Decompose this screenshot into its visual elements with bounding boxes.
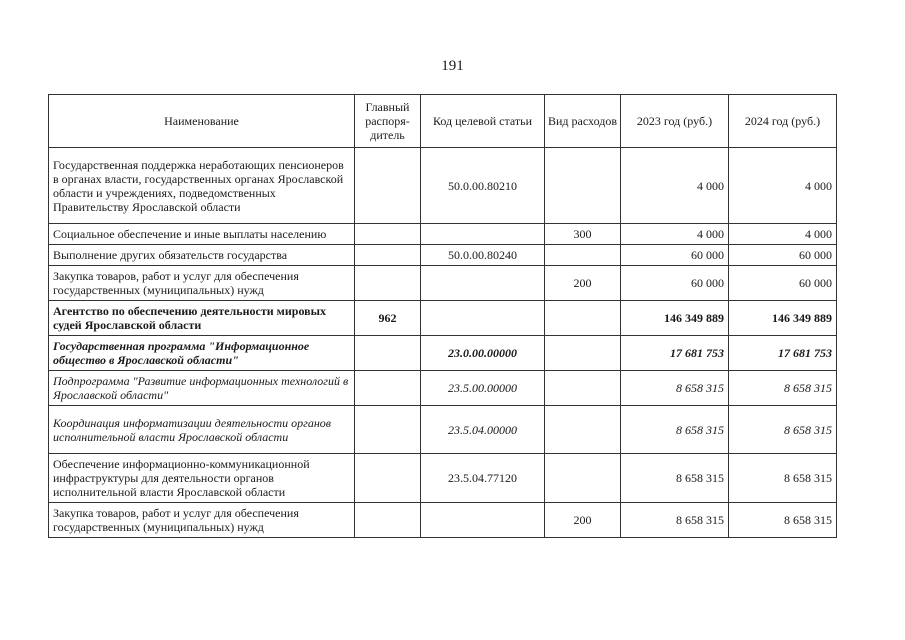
row-code: 23.5.04.77120 — [421, 454, 545, 503]
row-disposer: 962 — [355, 301, 421, 336]
row-code: 23.5.04.00000 — [421, 406, 545, 454]
row-name: Выполнение других обязательств государства — [49, 245, 355, 266]
row-amount-2024: 60 000 — [729, 266, 837, 301]
row-amount-2023: 8 658 315 — [621, 503, 729, 538]
row-amount-2023: 8 658 315 — [621, 371, 729, 406]
row-disposer — [355, 454, 421, 503]
row-amount-2024: 17 681 753 — [729, 336, 837, 371]
row-kind — [545, 245, 621, 266]
row-amount-2023: 60 000 — [621, 245, 729, 266]
table-row — [49, 224, 837, 245]
header-2023: 2023 год (руб.) — [621, 95, 729, 148]
table-row — [49, 371, 837, 406]
table-row — [49, 266, 837, 301]
row-amount-2023: 8 658 315 — [621, 454, 729, 503]
row-amount-2024: 8 658 315 — [729, 454, 837, 503]
row-amount-2023: 8 658 315 — [621, 406, 729, 454]
row-kind — [545, 336, 621, 371]
row-disposer — [355, 371, 421, 406]
row-amount-2024: 60 000 — [729, 245, 837, 266]
row-amount-2024: 4 000 — [729, 224, 837, 245]
table-row — [49, 245, 837, 266]
row-kind — [545, 371, 621, 406]
table-header — [49, 95, 837, 148]
row-name: Социальное обеспечение и иные выплаты населению — [49, 224, 355, 245]
row-amount-2023: 4 000 — [621, 224, 729, 245]
row-code — [421, 301, 545, 336]
row-amount-2024: 4 000 — [729, 148, 837, 224]
row-amount-2024: 8 658 315 — [729, 503, 837, 538]
row-disposer — [355, 503, 421, 538]
row-code — [421, 224, 545, 245]
row-kind — [545, 148, 621, 224]
row-disposer — [355, 148, 421, 224]
table-row — [49, 336, 837, 371]
table-body — [49, 148, 837, 538]
row-kind: 200 — [545, 503, 621, 538]
row-amount-2023: 4 000 — [621, 148, 729, 224]
budget-table — [48, 94, 837, 538]
row-amount-2024: 8 658 315 — [729, 371, 837, 406]
row-code: 50.0.00.80210 — [421, 148, 545, 224]
row-name: Координация информатизации деятельности органов исполнительной власти Ярославской области — [49, 406, 355, 454]
header-row — [49, 95, 837, 148]
row-disposer — [355, 266, 421, 301]
table-row — [49, 454, 837, 503]
row-kind — [545, 454, 621, 503]
row-kind: 200 — [545, 266, 621, 301]
row-disposer — [355, 224, 421, 245]
row-name: Агентство по обеспечению деятельности мировых судей Ярославской области — [49, 301, 355, 336]
row-code: 23.5.00.00000 — [421, 371, 545, 406]
row-code — [421, 503, 545, 538]
row-amount-2023: 17 681 753 — [621, 336, 729, 371]
row-name: Государственная поддержка неработающих пенсионеров в органах власти, государственных органах Ярославской области и учреждениях, подведомственных Правительству Ярославской области — [49, 148, 355, 224]
row-amount-2023: 60 000 — [621, 266, 729, 301]
row-name: Подпрограмма "Развитие информационных технологий в Ярославской области" — [49, 371, 355, 406]
row-kind: 300 — [545, 224, 621, 245]
row-disposer — [355, 336, 421, 371]
header-name: Наименование — [49, 95, 355, 148]
row-disposer — [355, 406, 421, 454]
row-code — [421, 266, 545, 301]
row-name: Закупка товаров, работ и услуг для обеспечения государственных (муниципальных) нужд — [49, 503, 355, 538]
row-name: Закупка товаров, работ и услуг для обеспечения государственных (муниципальных) нужд — [49, 266, 355, 301]
row-kind — [545, 301, 621, 336]
header-code: Код целевой статьи — [421, 95, 545, 148]
header-disposer: Главный распоря-дитель — [355, 95, 421, 148]
page-number: 191 — [441, 58, 464, 74]
table-row — [49, 148, 837, 224]
row-code: 50.0.00.80240 — [421, 245, 545, 266]
row-name: Обеспечение информационно-коммуникационной инфраструктуры для деятельности органов исполнительной власти Ярославской области — [49, 454, 355, 503]
row-kind — [545, 406, 621, 454]
table-row — [49, 406, 837, 454]
table-row — [49, 503, 837, 538]
row-amount-2024: 146 349 889 — [729, 301, 837, 336]
row-code: 23.0.00.00000 — [421, 336, 545, 371]
header-2024: 2024 год (руб.) — [729, 95, 837, 148]
row-amount-2024: 8 658 315 — [729, 406, 837, 454]
row-disposer — [355, 245, 421, 266]
row-name: Государственная программа "Информационное общество в Ярославской области" — [49, 336, 355, 371]
table-row — [49, 301, 837, 336]
row-amount-2023: 146 349 889 — [621, 301, 729, 336]
header-kind: Вид расходов — [545, 95, 621, 148]
